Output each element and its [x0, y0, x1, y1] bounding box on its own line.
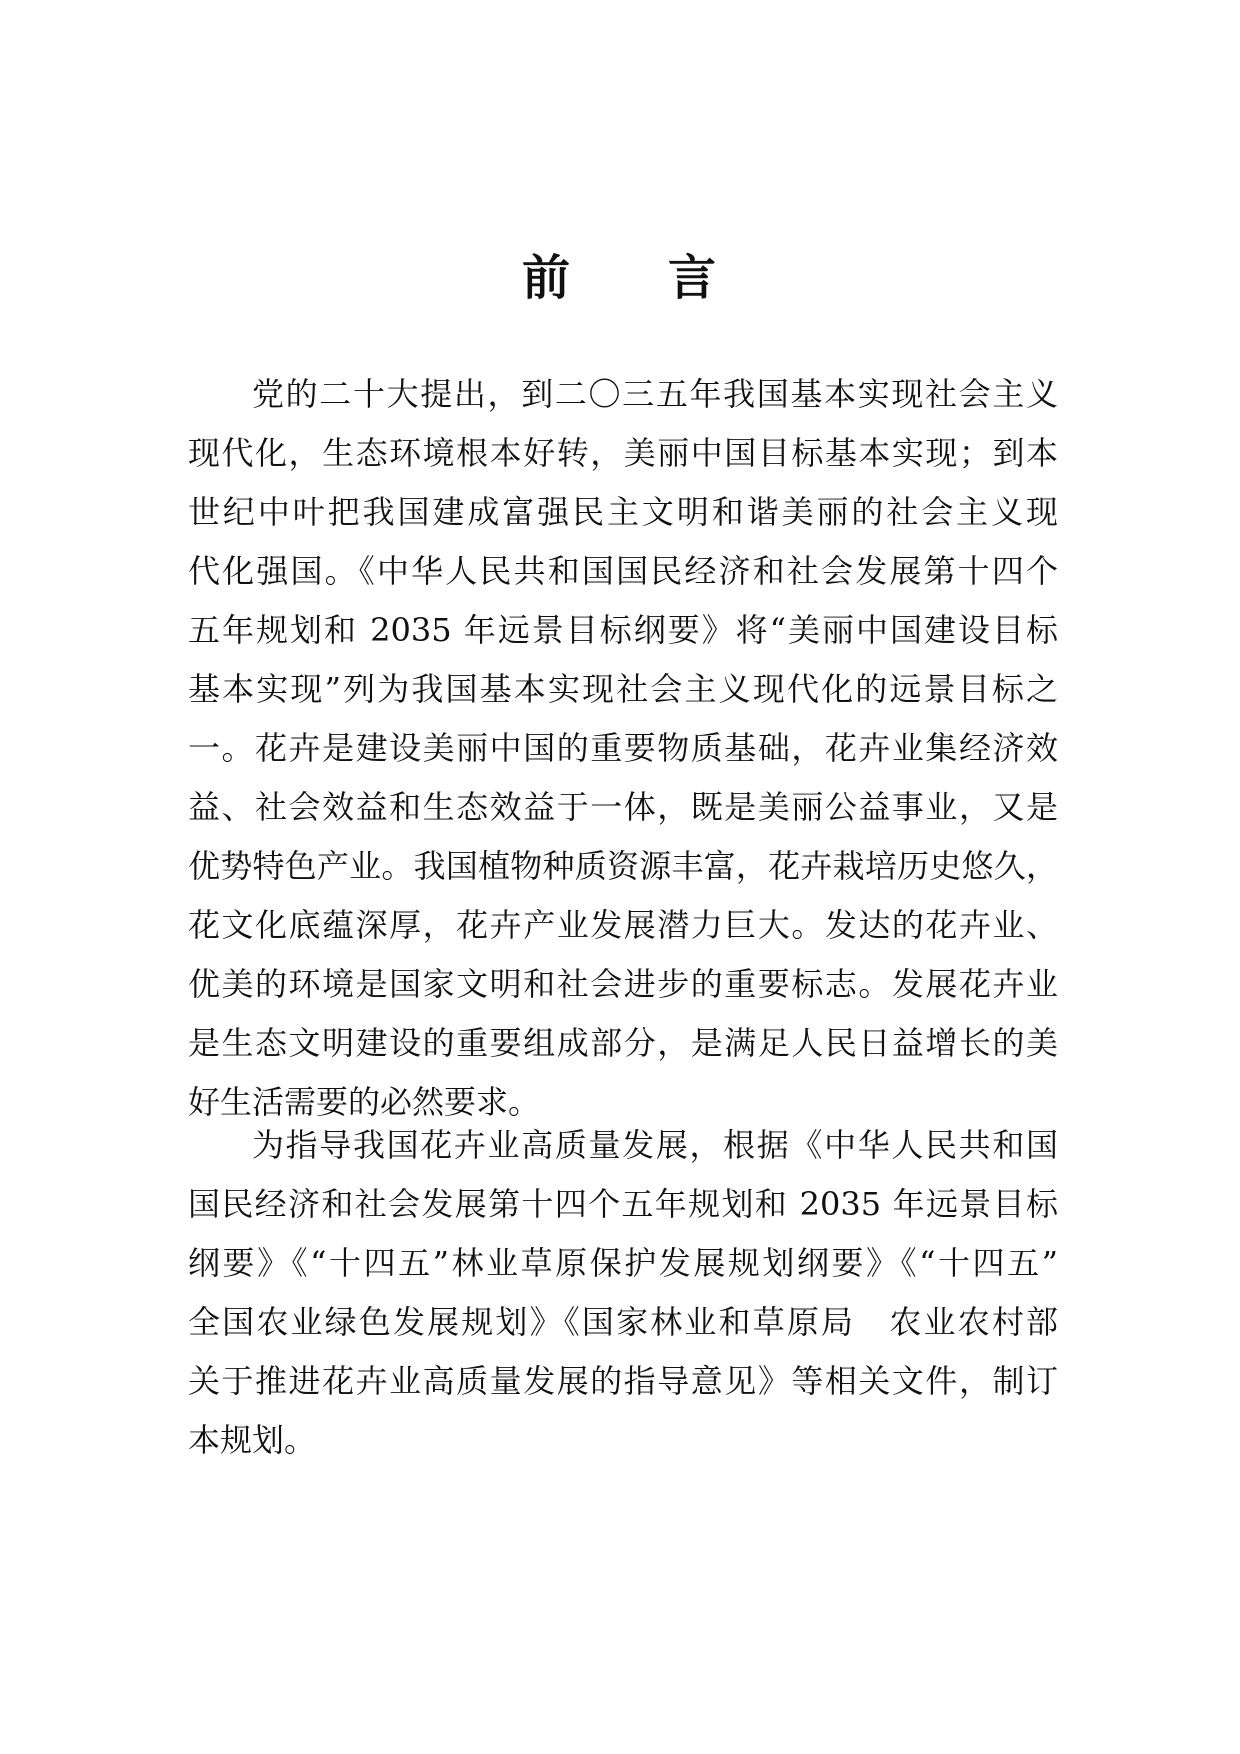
paragraph-line: 现代化，生态环境根本好转，美丽中国目标基本实现；到本: [188, 434, 1058, 472]
paragraph-line: 党的二十大提出，到二〇三五年我国基本实现社会主义: [252, 375, 1058, 413]
paragraph-line: 关于推进花卉业高质量发展的指导意见》等相关文件，制订: [188, 1362, 1058, 1400]
title-char-2: 言: [668, 250, 719, 306]
paragraph-line: 全国农业绿色发展规划》《国家林业和草原局 农业农村部: [188, 1303, 1058, 1341]
paragraph-line: 纲要》《“十四五”林业草原保护发展规划纲要》《“十四五”: [188, 1244, 1058, 1282]
paragraph-2: [188, 1116, 1058, 1470]
paragraph-line: 益、社会效益和生态效益于一体，既是美丽公益事业，又是: [188, 788, 1058, 826]
paragraph-line: 优美的环境是国家文明和社会进步的重要标志。发展花卉业: [188, 965, 1058, 1003]
paragraph-line: 本规划。: [188, 1421, 317, 1459]
paragraph-line: 一。花卉是建设美丽中国的重要物质基础，花卉业集经济效: [188, 729, 1058, 767]
paragraph-line: 优势特色产业。我国植物种质资源丰富，花卉栽培历史悠久，: [188, 847, 1058, 885]
paragraph-line: 好生活需要的必然要求。: [188, 1083, 541, 1121]
paragraph-line: 花文化底蕴深厚，花卉产业发展潜力巨大。发达的花卉业、: [188, 906, 1058, 944]
page-title: [0, 248, 1240, 308]
title-char-1: 前: [521, 250, 572, 306]
paragraph-line: 五年规划和 2035 年远景目标纲要》将“美丽中国建设目标: [188, 611, 1058, 649]
paragraph-line: 世纪中叶把我国建成富强民主文明和谐美丽的社会主义现: [188, 493, 1058, 531]
paragraph-line: 是生态文明建设的重要组成部分，是满足人民日益增长的美: [188, 1024, 1058, 1062]
paragraph-line: 代化强国。《中华人民共和国国民经济和社会发展第十四个: [188, 552, 1058, 590]
paragraph-line: 国民经济和社会发展第十四个五年规划和 2035 年远景目标: [188, 1185, 1058, 1223]
paragraph-line: 基本实现”列为我国基本实现社会主义现代化的远景目标之: [188, 670, 1058, 708]
paragraph-line: 为指导我国花卉业高质量发展，根据《中华人民共和国: [252, 1126, 1058, 1164]
paragraph-1: [188, 365, 1058, 1132]
